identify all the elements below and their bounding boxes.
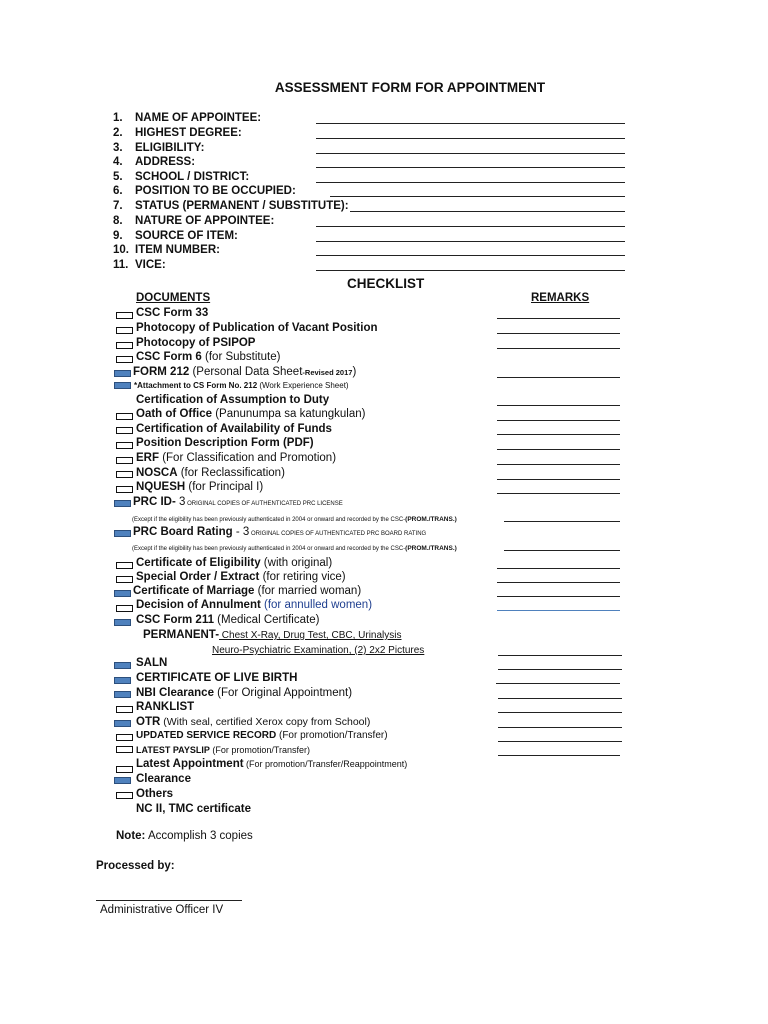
item-note: (for Substitute) xyxy=(201,351,281,363)
remark-form212[interactable] xyxy=(497,377,620,378)
field-number: 2. xyxy=(113,127,123,139)
item-note: (For promotion/Transfer/Reappointment) xyxy=(243,759,408,769)
item-note: (For promotion/Transfer) xyxy=(209,745,311,755)
checkbox-annulment[interactable] xyxy=(116,605,133,612)
field-row-7 xyxy=(113,199,349,214)
item-clearance xyxy=(136,772,191,786)
checkbox-special-order[interactable] xyxy=(116,576,133,583)
item-label: Position Description Form (PDF) xyxy=(136,437,314,449)
item-note: (with original) xyxy=(260,557,333,569)
checkbox-others[interactable] xyxy=(116,792,133,799)
field-row-2 xyxy=(113,126,242,141)
field-row-6 xyxy=(113,184,296,199)
field-number: 10. xyxy=(113,244,129,256)
remark-csc33[interactable] xyxy=(497,318,620,319)
field-label: VICE: xyxy=(135,259,166,271)
item-publication xyxy=(136,321,378,335)
item-oath xyxy=(136,407,365,421)
field-10-line[interactable] xyxy=(316,255,625,256)
item-ranklist xyxy=(136,700,194,714)
remark-nquesh[interactable] xyxy=(497,493,620,494)
item-revision: -Revised 2017 xyxy=(302,368,353,377)
remark-prcid[interactable] xyxy=(504,521,620,522)
item-label: CSC Form 6 xyxy=(136,351,202,363)
field-2-line[interactable] xyxy=(316,138,625,139)
checkbox-latest-appointment[interactable] xyxy=(116,766,133,773)
field-row-3 xyxy=(113,141,204,156)
item-detail: ORIGINAL COPIES OF AUTHENTICATED PRC LICENSE xyxy=(185,501,343,507)
checkbox-oath[interactable] xyxy=(116,413,133,420)
field-1-line[interactable] xyxy=(316,123,625,124)
checkbox-funds[interactable] xyxy=(116,427,133,434)
item-count: 3 xyxy=(175,496,186,508)
checkbox-pdf[interactable] xyxy=(116,442,133,449)
form-title: ASSESSMENT FORM FOR APPOINTMENT xyxy=(274,80,546,95)
field-row-1 xyxy=(113,111,261,126)
item-nbi xyxy=(136,686,352,700)
checkbox-attachment[interactable] xyxy=(114,382,131,389)
item-nosca xyxy=(136,466,285,480)
remark-nosca[interactable] xyxy=(497,479,620,480)
item-label: PERMANENT- xyxy=(143,629,220,641)
field-number: 11. xyxy=(113,259,129,271)
remark-pdf[interactable] xyxy=(497,449,620,450)
remark-publication[interactable] xyxy=(497,333,620,334)
item-label: OTR xyxy=(136,716,161,728)
item-label: NOSCA xyxy=(136,467,178,479)
checkbox-csc6[interactable] xyxy=(116,356,133,363)
note-board-exception xyxy=(132,545,457,552)
checkbox-psipop[interactable] xyxy=(116,342,133,349)
remark-board-rating[interactable] xyxy=(504,550,620,551)
item-label: Special Order / Extract xyxy=(136,571,260,583)
field-5-line[interactable] xyxy=(316,182,625,183)
remark-erf[interactable] xyxy=(497,464,620,465)
item-label: Oath of Office xyxy=(136,408,213,420)
item-label: Decision of Annulment xyxy=(136,599,261,611)
checkbox-payslip[interactable] xyxy=(116,746,133,753)
remark-ranklist[interactable] xyxy=(498,712,622,713)
remark-medical[interactable] xyxy=(498,655,622,656)
field-number: 7. xyxy=(113,200,123,212)
checkbox-publication[interactable] xyxy=(116,327,133,334)
item-note: (for retiring vice) xyxy=(259,571,346,583)
remark-psipop[interactable] xyxy=(497,348,620,349)
item-saln xyxy=(136,656,167,670)
item-note: (Medical Certificate) xyxy=(213,614,320,626)
item-assumption xyxy=(136,393,329,407)
field-6-line[interactable] xyxy=(330,196,625,197)
field-row-8 xyxy=(113,214,274,229)
item-csc6 xyxy=(136,350,280,364)
checkbox-board-rating[interactable] xyxy=(114,530,131,537)
field-11-line[interactable] xyxy=(316,270,625,271)
item-form212 xyxy=(133,365,356,379)
item-note: (For Classification and Promotion) xyxy=(159,452,337,464)
field-4-line[interactable] xyxy=(316,167,625,168)
signature-line[interactable] xyxy=(96,900,242,901)
item-note: (For promotion/Transfer) xyxy=(276,730,388,741)
item-payslip xyxy=(136,743,310,757)
checkbox-eligibility[interactable] xyxy=(116,562,133,569)
documents-header: DOCUMENTS xyxy=(136,292,211,304)
item-csc33 xyxy=(136,306,208,320)
item-funds xyxy=(136,422,332,436)
field-number: 4. xyxy=(113,156,123,168)
item-label: ERF xyxy=(136,452,159,464)
note-text: (Except if the eligibility has been previously authenticated in 2004 or onward and recorded by the CSC- xyxy=(132,517,406,523)
item-eligibility xyxy=(136,556,332,570)
field-label: POSITION TO BE OCCUPIED: xyxy=(135,185,296,197)
item-note: (Panunumpa sa katungkulan) xyxy=(212,408,366,420)
field-number: 3. xyxy=(113,142,123,154)
field-row-9 xyxy=(113,229,238,244)
checkbox-nbi[interactable] xyxy=(114,691,131,698)
processed-by: Processed by: xyxy=(96,860,175,872)
item-live-birth xyxy=(136,671,297,685)
item-label: FORM 212 xyxy=(133,366,190,378)
item-others xyxy=(136,787,173,801)
item-label: RANKLIST xyxy=(136,701,195,713)
item-label: Certificate of Eligibility xyxy=(136,557,261,569)
item-board-rating xyxy=(133,525,426,539)
item-pdf xyxy=(136,436,314,450)
item-otr xyxy=(136,715,370,729)
item-label: Attachment to CS Form No. 212 xyxy=(137,381,258,390)
item-label: Latest Appointment xyxy=(136,758,244,770)
item-count: - 3 xyxy=(232,526,250,538)
item-label: Neuro-Psychiatric Examination, (2) 2x2 Pictures xyxy=(212,645,425,656)
item-label: Certification of Availability of Funds xyxy=(136,423,332,435)
checkbox-prcid[interactable] xyxy=(114,500,131,507)
item-tests: Chest X-Ray, Drug Test, CBC, Urinalysis xyxy=(219,630,402,641)
field-row-10 xyxy=(113,243,220,258)
field-label: STATUS (PERMANENT / SUBSTITUTE): xyxy=(135,200,349,212)
checkbox-clearance[interactable] xyxy=(114,777,131,784)
item-label: NQUESH xyxy=(136,481,186,493)
checkbox-nosca[interactable] xyxy=(116,471,133,478)
checkbox-otr[interactable] xyxy=(114,720,131,727)
note-text: (Except if the eligibility has been previously authenticated in 2004 or onward and recorded by the CSC- xyxy=(132,546,406,552)
item-label: LATEST PAYSLIP xyxy=(136,745,210,755)
item-note: (For Original Appointment) xyxy=(213,687,353,699)
remark-oath[interactable] xyxy=(497,420,620,421)
field-label: SOURCE OF ITEM: xyxy=(135,230,238,242)
note-label: Note: xyxy=(116,830,146,842)
note-prcid-exception xyxy=(132,516,457,523)
note-text: Accomplish 3 copies xyxy=(145,830,253,842)
remark-annulment[interactable] xyxy=(497,610,620,611)
field-label: ADDRESS: xyxy=(135,156,196,168)
checkbox-csc211[interactable] xyxy=(114,619,131,626)
field-number: 1. xyxy=(113,112,123,124)
item-note: (for Principal I) xyxy=(185,481,264,493)
remark-otr[interactable] xyxy=(498,727,622,728)
item-note: (Work Experience Sheet) xyxy=(257,381,349,390)
remark-eligibility[interactable] xyxy=(497,568,620,569)
item-note: (With seal, certified Xerox copy from School) xyxy=(160,716,371,728)
checkbox-live-birth[interactable] xyxy=(114,677,131,684)
item-latest-appointment xyxy=(136,757,407,771)
field-number: 6. xyxy=(113,185,123,197)
note-bold: (PROM./TRANS.) xyxy=(405,545,457,552)
field-label: HIGHEST DEGREE: xyxy=(135,127,242,139)
item-neuro xyxy=(212,643,424,657)
item-label: CSC Form 33 xyxy=(136,307,209,319)
remark-funds[interactable] xyxy=(497,434,620,435)
item-star: * xyxy=(134,381,138,390)
item-permanent xyxy=(143,628,402,642)
remark-assumption[interactable] xyxy=(497,405,620,406)
item-attachment xyxy=(134,379,349,393)
field-row-5 xyxy=(113,170,249,185)
item-prcid xyxy=(133,495,343,509)
field-7-line[interactable] xyxy=(350,211,625,212)
checkbox-service-record[interactable] xyxy=(116,734,133,741)
checkbox-form212[interactable] xyxy=(114,370,131,377)
field-3-line[interactable] xyxy=(316,153,625,154)
item-label: Others xyxy=(136,788,174,800)
item-special-order xyxy=(136,570,346,584)
field-label: NATURE OF APPOINTEE: xyxy=(135,215,275,227)
item-detail: ORIGINAL COPIES OF AUTHENTICATED PRC BOARD RATING xyxy=(249,531,427,537)
item-csc211 xyxy=(136,613,319,627)
item-note: (Personal Data Sheet xyxy=(189,366,303,378)
item-label: CSC Form 211 xyxy=(136,614,214,626)
remarks-header: REMARKS xyxy=(531,292,590,304)
item-note: (for Reclassification) xyxy=(177,467,285,479)
note-bold: (PROM./TRANS.) xyxy=(405,516,457,523)
signatory-title: Administrative Officer IV xyxy=(100,904,224,916)
item-label: Certification of Assumption to Duty xyxy=(136,394,330,406)
item-label: CERTIFICATE OF LIVE BIRTH xyxy=(136,672,298,684)
item-label: NBI Clearance xyxy=(136,687,214,699)
checkbox-erf[interactable] xyxy=(116,457,133,464)
remark-saln[interactable] xyxy=(498,669,622,670)
field-number: 5. xyxy=(113,171,123,183)
field-9-line[interactable] xyxy=(316,241,625,242)
item-erf xyxy=(136,451,336,465)
remark-payslip[interactable] xyxy=(498,755,620,756)
checkbox-marriage[interactable] xyxy=(114,590,131,597)
field-label: SCHOOL / DISTRICT: xyxy=(135,171,250,183)
remark-special-order[interactable] xyxy=(497,582,620,583)
checkbox-nquesh[interactable] xyxy=(116,486,133,493)
item-psipop xyxy=(136,336,255,350)
item-label: Photocopy of PSIPOP xyxy=(136,337,256,349)
note xyxy=(116,830,253,842)
item-nquesh xyxy=(136,480,263,494)
field-number: 9. xyxy=(113,230,123,242)
item-note: (for married woman) xyxy=(254,585,362,597)
field-row-11 xyxy=(113,258,166,273)
field-label: ELIGIBILITY: xyxy=(135,142,205,154)
item-label: PRC ID- xyxy=(133,496,176,508)
item-label: PRC Board Rating xyxy=(133,526,233,538)
checkbox-saln[interactable] xyxy=(114,662,131,669)
item-label: SALN xyxy=(136,657,168,669)
item-service-record xyxy=(136,729,388,743)
item-nc-tmc xyxy=(136,802,251,816)
remark-nbi[interactable] xyxy=(498,698,622,699)
item-label: Clearance xyxy=(136,773,191,785)
item-marriage xyxy=(133,584,361,598)
item-close: ) xyxy=(352,366,357,378)
item-label: UPDATED SERVICE RECORD xyxy=(136,730,277,741)
item-label: Photocopy of Publication of Vacant Position xyxy=(136,322,378,334)
checklist-title: CHECKLIST xyxy=(347,276,425,291)
item-label: Certificate of Marriage xyxy=(133,585,255,597)
remark-live-birth[interactable] xyxy=(496,683,620,684)
item-label: NC II, TMC certificate xyxy=(136,803,252,815)
field-label: ITEM NUMBER: xyxy=(135,244,220,256)
item-note: (for annulled women) xyxy=(260,599,373,611)
field-number: 8. xyxy=(113,215,123,227)
item-annulment xyxy=(136,598,372,612)
checkbox-csc33[interactable] xyxy=(116,312,133,319)
field-8-line[interactable] xyxy=(316,226,625,227)
remark-service-record[interactable] xyxy=(498,741,622,742)
field-label: NAME OF APPOINTEE: xyxy=(135,112,262,124)
remark-marriage[interactable] xyxy=(497,596,620,597)
checkbox-ranklist[interactable] xyxy=(116,706,133,713)
field-row-4 xyxy=(113,155,195,170)
